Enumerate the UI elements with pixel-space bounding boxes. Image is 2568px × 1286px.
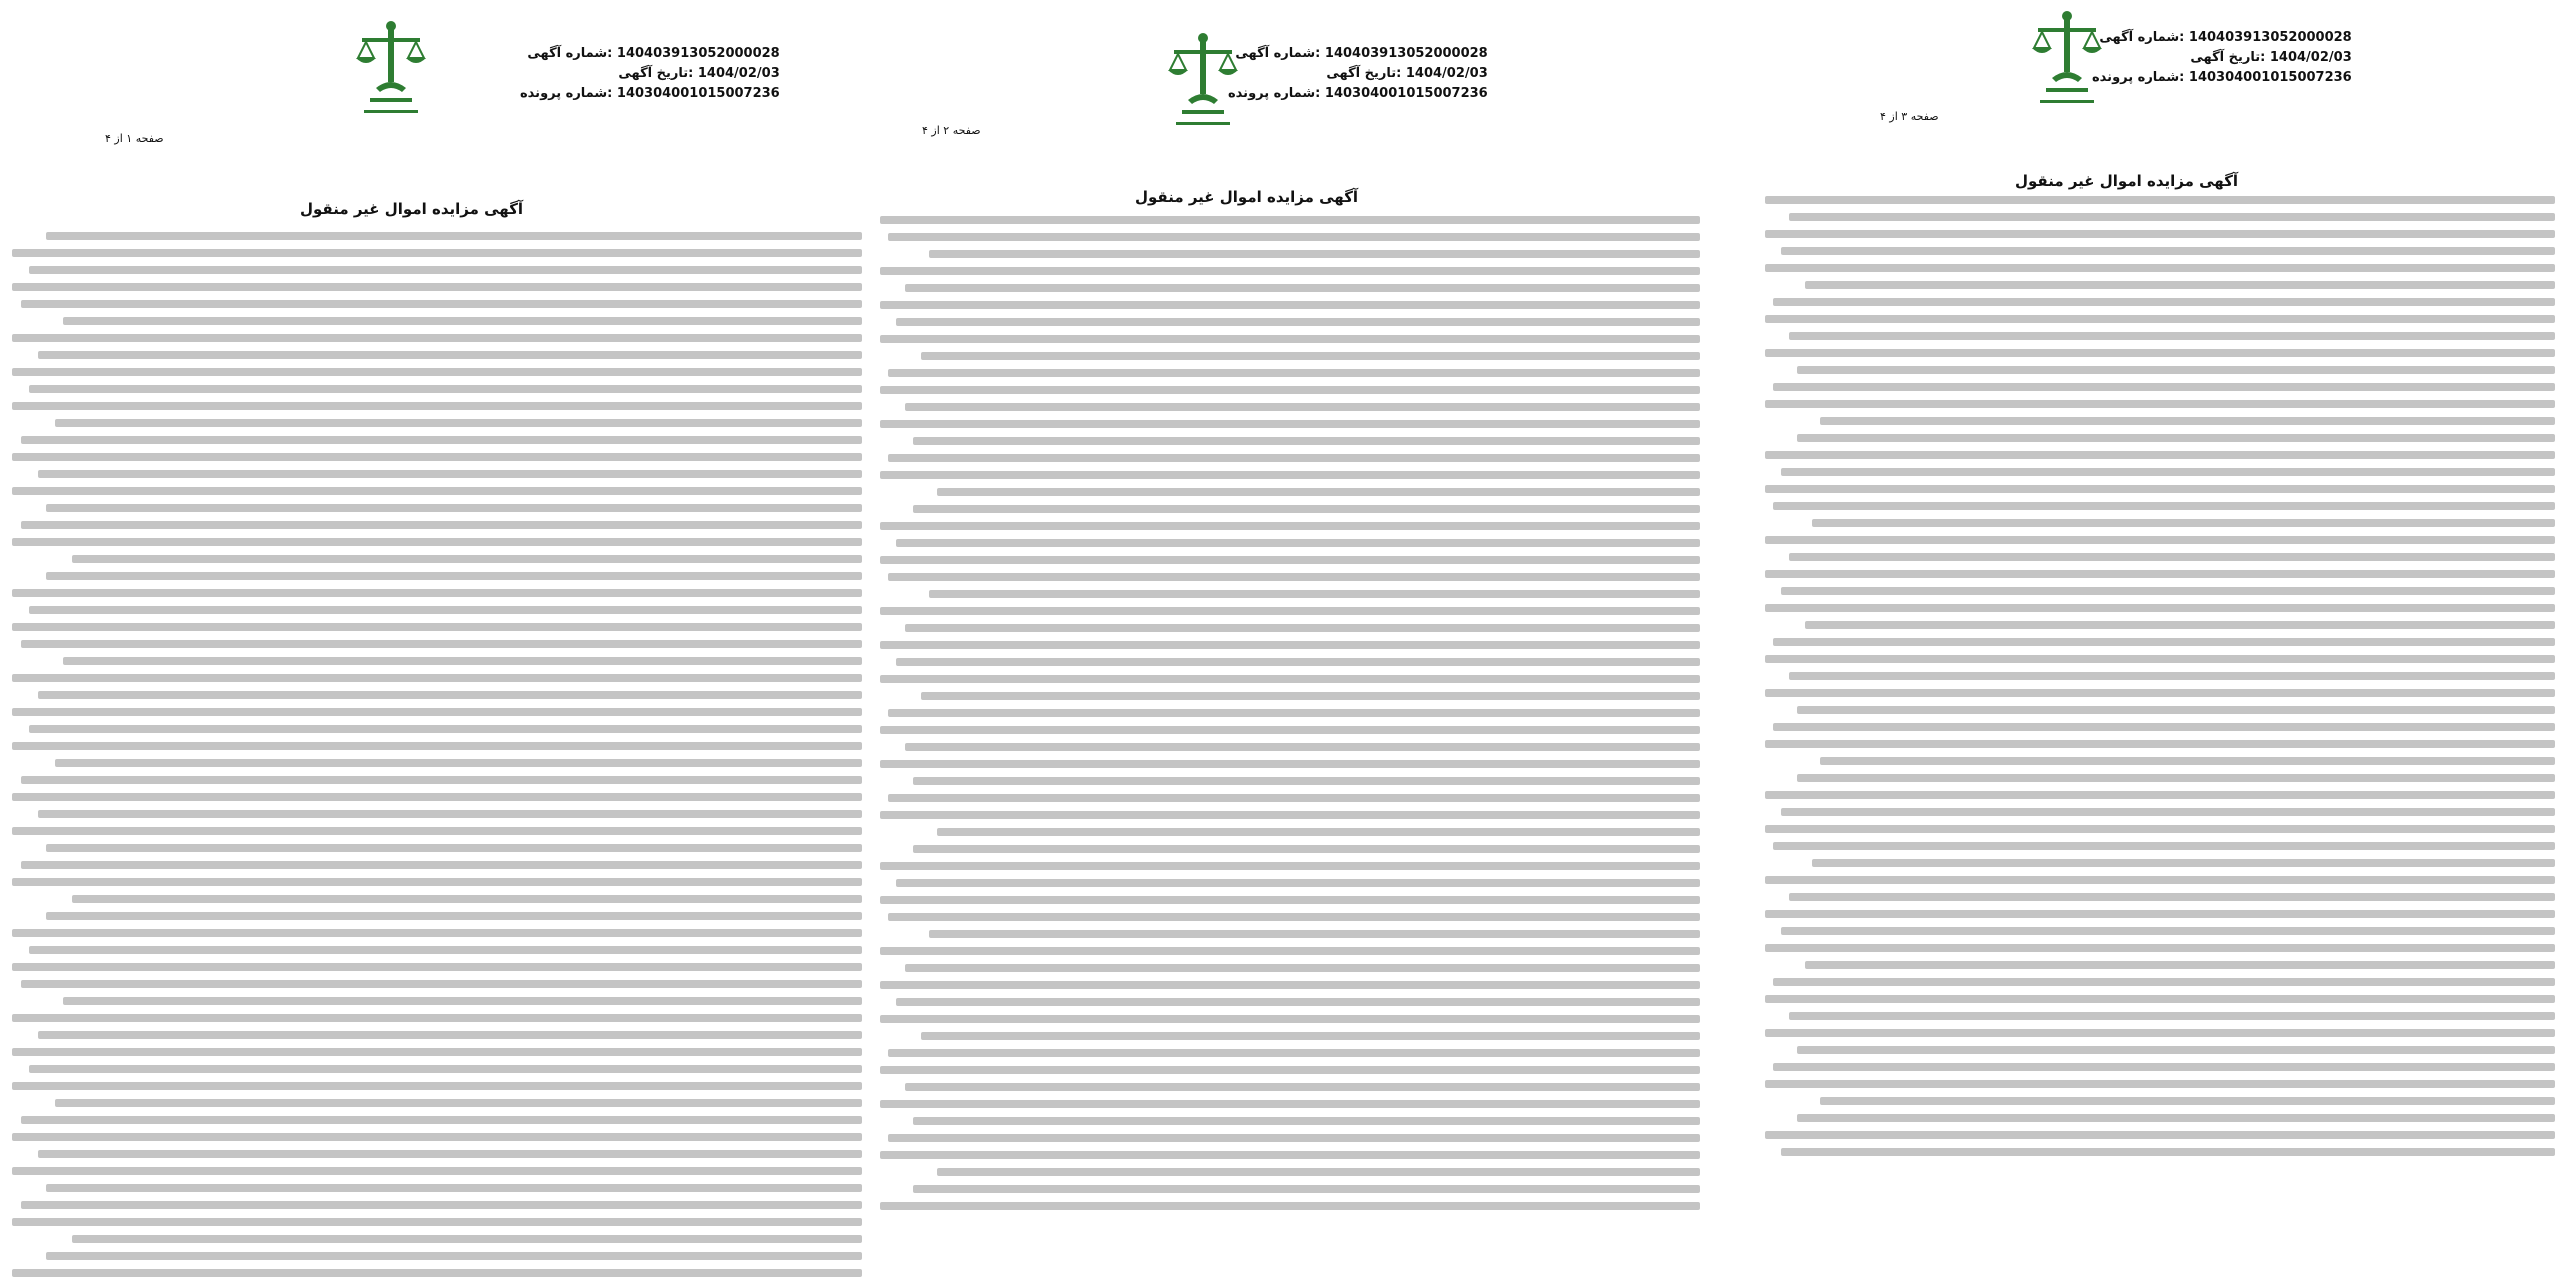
text-line-placeholder bbox=[1765, 196, 2555, 204]
text-line-placeholder bbox=[913, 437, 1700, 445]
page-label: صفحه ۱ از ۴ bbox=[105, 132, 164, 145]
text-line-placeholder bbox=[72, 1235, 863, 1243]
text-line-placeholder bbox=[880, 726, 1700, 734]
text-line-placeholder bbox=[880, 301, 1700, 309]
text-line-placeholder bbox=[880, 335, 1700, 343]
text-line-placeholder bbox=[880, 216, 1700, 224]
text-line-placeholder bbox=[1812, 519, 2555, 527]
text-line-placeholder bbox=[929, 930, 1700, 938]
text-line-placeholder bbox=[905, 403, 1700, 411]
notice-number: 140403913052000028 :شماره آگهی bbox=[2099, 30, 2352, 45]
text-line-placeholder bbox=[1797, 366, 2555, 374]
text-line-placeholder bbox=[1805, 281, 2556, 289]
notice-date: 1404/02/03 :تاریخ آگهی bbox=[618, 66, 780, 81]
text-line-placeholder bbox=[880, 896, 1700, 904]
notice-date: 1404/02/03 :تاریخ آگهی bbox=[2190, 50, 2352, 65]
text-line-placeholder bbox=[21, 1116, 863, 1124]
text-line-placeholder bbox=[1773, 978, 2555, 986]
text-line-placeholder bbox=[880, 556, 1700, 564]
text-line-placeholder bbox=[896, 658, 1700, 666]
text-line-placeholder bbox=[12, 1082, 862, 1090]
text-line-placeholder bbox=[46, 572, 862, 580]
text-line-placeholder bbox=[1789, 553, 2555, 561]
text-line-placeholder bbox=[1765, 655, 2555, 663]
text-line-placeholder bbox=[63, 317, 862, 325]
text-line-placeholder bbox=[12, 368, 862, 376]
page-label: صفحه ۲ از ۴ bbox=[922, 124, 981, 137]
text-line-placeholder bbox=[1797, 1114, 2555, 1122]
text-line-placeholder bbox=[1765, 689, 2555, 697]
text-line-placeholder bbox=[72, 555, 863, 563]
text-line-placeholder bbox=[880, 522, 1700, 530]
text-line-placeholder bbox=[1765, 910, 2555, 918]
text-line-placeholder bbox=[880, 1202, 1700, 1210]
text-line-placeholder bbox=[12, 827, 862, 835]
text-line-placeholder bbox=[12, 1269, 862, 1277]
text-line-placeholder bbox=[38, 1150, 863, 1158]
text-line-placeholder bbox=[880, 1066, 1700, 1074]
text-line-placeholder bbox=[1805, 621, 2556, 629]
text-line-placeholder bbox=[12, 623, 862, 631]
file-number: 140304001015007236 :شماره پرونده bbox=[1228, 86, 1488, 101]
text-line-placeholder bbox=[1765, 451, 2555, 459]
text-line-placeholder bbox=[12, 929, 862, 937]
text-line-placeholder bbox=[913, 777, 1700, 785]
text-line-placeholder bbox=[913, 1185, 1700, 1193]
text-line-placeholder bbox=[12, 283, 862, 291]
text-line-placeholder bbox=[937, 488, 1700, 496]
text-line-placeholder bbox=[21, 521, 863, 529]
text-line-placeholder bbox=[1797, 706, 2555, 714]
text-line-placeholder bbox=[880, 471, 1700, 479]
text-line-placeholder bbox=[1765, 1029, 2555, 1037]
text-line-placeholder bbox=[12, 878, 862, 886]
text-line-placeholder bbox=[12, 708, 862, 716]
text-line-placeholder bbox=[905, 964, 1700, 972]
text-line-placeholder bbox=[921, 352, 1700, 360]
text-line-placeholder bbox=[1765, 1080, 2555, 1088]
text-line-placeholder bbox=[1773, 723, 2555, 731]
text-line-placeholder bbox=[21, 300, 863, 308]
text-line-placeholder bbox=[1773, 298, 2555, 306]
text-line-placeholder bbox=[72, 895, 863, 903]
text-line-placeholder bbox=[888, 233, 1700, 241]
text-line-placeholder bbox=[880, 811, 1700, 819]
text-line-placeholder bbox=[1765, 791, 2555, 799]
text-line-placeholder bbox=[905, 284, 1700, 292]
text-line-placeholder bbox=[880, 1015, 1700, 1023]
text-line-placeholder bbox=[12, 674, 862, 682]
text-line-placeholder bbox=[1812, 859, 2555, 867]
text-line-placeholder bbox=[38, 351, 863, 359]
text-line-placeholder bbox=[1765, 264, 2555, 272]
text-line-placeholder bbox=[12, 963, 862, 971]
text-line-placeholder bbox=[1773, 502, 2555, 510]
text-line-placeholder bbox=[38, 810, 863, 818]
notice-meta bbox=[1228, 44, 1488, 104]
text-line-placeholder bbox=[888, 454, 1700, 462]
text-line-placeholder bbox=[46, 232, 862, 240]
text-line-placeholder bbox=[880, 760, 1700, 768]
text-line-placeholder bbox=[880, 675, 1700, 683]
file-number: 140304001015007236 :شماره پرونده bbox=[520, 86, 780, 101]
text-line-placeholder bbox=[38, 1031, 863, 1039]
text-line-placeholder bbox=[38, 691, 863, 699]
text-line-placeholder bbox=[888, 369, 1700, 377]
document-page-1 bbox=[0, 0, 870, 1204]
text-line-placeholder bbox=[12, 334, 862, 342]
text-line-placeholder bbox=[29, 1065, 862, 1073]
text-line-placeholder bbox=[880, 981, 1700, 989]
text-line-placeholder bbox=[21, 861, 863, 869]
text-line-placeholder bbox=[12, 1218, 862, 1226]
text-line-placeholder bbox=[880, 947, 1700, 955]
text-line-placeholder bbox=[1765, 1131, 2555, 1139]
text-line-placeholder bbox=[1820, 417, 2555, 425]
text-line-placeholder bbox=[913, 1117, 1700, 1125]
text-line-placeholder bbox=[55, 1099, 863, 1107]
text-line-placeholder bbox=[1765, 485, 2555, 493]
text-line-placeholder bbox=[12, 1133, 862, 1141]
text-line-placeholder bbox=[46, 912, 862, 920]
notice-date: 1404/02/03 :تاریخ آگهی bbox=[1326, 66, 1488, 81]
text-line-placeholder bbox=[1765, 230, 2555, 238]
text-line-placeholder bbox=[29, 606, 862, 614]
text-line-placeholder bbox=[12, 249, 862, 257]
text-line-placeholder bbox=[1773, 638, 2555, 646]
text-line-placeholder bbox=[55, 759, 863, 767]
text-line-placeholder bbox=[1765, 604, 2555, 612]
text-line-placeholder bbox=[1781, 1148, 2555, 1156]
text-line-placeholder bbox=[888, 709, 1700, 717]
document-page-3 bbox=[1720, 0, 2568, 1204]
text-line-placeholder bbox=[1797, 434, 2555, 442]
text-line-placeholder bbox=[55, 419, 863, 427]
notice-number: 140403913052000028 :شماره آگهی bbox=[1235, 46, 1488, 61]
text-line-placeholder bbox=[888, 1049, 1700, 1057]
text-line-placeholder bbox=[1789, 332, 2555, 340]
text-line-placeholder bbox=[937, 1168, 1700, 1176]
text-line-placeholder bbox=[1797, 774, 2555, 782]
text-line-placeholder bbox=[46, 1252, 862, 1260]
text-line-placeholder bbox=[12, 538, 862, 546]
text-line-placeholder bbox=[1781, 587, 2555, 595]
text-line-placeholder bbox=[888, 1134, 1700, 1142]
text-line-placeholder bbox=[880, 267, 1700, 275]
text-line-placeholder bbox=[21, 640, 863, 648]
text-line-placeholder bbox=[1765, 740, 2555, 748]
notice-number: 140403913052000028 :شماره آگهی bbox=[527, 46, 780, 61]
text-line-placeholder bbox=[896, 539, 1700, 547]
text-line-placeholder bbox=[880, 1151, 1700, 1159]
text-line-placeholder bbox=[888, 913, 1700, 921]
text-line-placeholder bbox=[1773, 383, 2555, 391]
text-line-placeholder bbox=[21, 980, 863, 988]
text-line-placeholder bbox=[21, 1201, 863, 1209]
text-line-placeholder bbox=[12, 1014, 862, 1022]
text-line-placeholder bbox=[12, 742, 862, 750]
text-line-placeholder bbox=[1765, 315, 2555, 323]
text-line-placeholder bbox=[913, 505, 1700, 513]
text-line-placeholder bbox=[1820, 757, 2555, 765]
text-line-placeholder bbox=[880, 862, 1700, 870]
text-line-placeholder bbox=[29, 385, 862, 393]
text-line-placeholder bbox=[921, 1032, 1700, 1040]
text-line-placeholder bbox=[1789, 893, 2555, 901]
text-line-placeholder bbox=[896, 998, 1700, 1006]
notice-body bbox=[12, 232, 862, 1286]
text-line-placeholder bbox=[1773, 842, 2555, 850]
text-line-placeholder bbox=[929, 250, 1700, 258]
text-line-placeholder bbox=[1765, 400, 2555, 408]
text-line-placeholder bbox=[913, 845, 1700, 853]
text-line-placeholder bbox=[29, 725, 862, 733]
text-line-placeholder bbox=[46, 1184, 862, 1192]
text-line-placeholder bbox=[1765, 536, 2555, 544]
text-line-placeholder bbox=[12, 453, 862, 461]
text-line-placeholder bbox=[12, 793, 862, 801]
notice-title: آگهی مزایده اموال غیر منقول bbox=[300, 200, 524, 218]
text-line-placeholder bbox=[12, 1048, 862, 1056]
text-line-placeholder bbox=[21, 436, 863, 444]
text-line-placeholder bbox=[1781, 808, 2555, 816]
text-line-placeholder bbox=[905, 1083, 1700, 1091]
text-line-placeholder bbox=[937, 828, 1700, 836]
text-line-placeholder bbox=[1765, 876, 2555, 884]
text-line-placeholder bbox=[888, 573, 1700, 581]
text-line-placeholder bbox=[1805, 961, 2556, 969]
text-line-placeholder bbox=[1789, 1012, 2555, 1020]
text-line-placeholder bbox=[880, 386, 1700, 394]
notice-meta bbox=[520, 44, 780, 104]
text-line-placeholder bbox=[29, 266, 862, 274]
text-line-placeholder bbox=[12, 487, 862, 495]
text-line-placeholder bbox=[12, 589, 862, 597]
text-line-placeholder bbox=[1781, 247, 2555, 255]
text-line-placeholder bbox=[1765, 995, 2555, 1003]
text-line-placeholder bbox=[1765, 944, 2555, 952]
text-line-placeholder bbox=[1765, 570, 2555, 578]
page-label: صفحه ۳ از ۴ bbox=[1880, 110, 1939, 123]
notice-title: آگهی مزایده اموال غیر منقول bbox=[1135, 188, 1359, 206]
document-page-2 bbox=[860, 0, 1720, 1204]
text-line-placeholder bbox=[880, 607, 1700, 615]
text-line-placeholder bbox=[880, 641, 1700, 649]
judiciary-emblem-icon bbox=[350, 18, 432, 128]
text-line-placeholder bbox=[888, 794, 1700, 802]
notice-meta bbox=[2092, 28, 2352, 88]
text-line-placeholder bbox=[1773, 1063, 2555, 1071]
text-line-placeholder bbox=[38, 470, 863, 478]
text-line-placeholder bbox=[1789, 213, 2555, 221]
text-line-placeholder bbox=[21, 776, 863, 784]
text-line-placeholder bbox=[1797, 1046, 2555, 1054]
text-line-placeholder bbox=[896, 318, 1700, 326]
text-line-placeholder bbox=[1781, 468, 2555, 476]
notice-title: آگهی مزایده اموال غیر منقول bbox=[2015, 172, 2239, 190]
file-number: 140304001015007236 :شماره پرونده bbox=[2092, 70, 2352, 85]
text-line-placeholder bbox=[896, 879, 1700, 887]
text-line-placeholder bbox=[46, 504, 862, 512]
text-line-placeholder bbox=[1820, 1097, 2555, 1105]
notice-body bbox=[1765, 196, 2555, 1165]
text-line-placeholder bbox=[921, 692, 1700, 700]
text-line-placeholder bbox=[905, 624, 1700, 632]
text-line-placeholder bbox=[1765, 825, 2555, 833]
text-line-placeholder bbox=[29, 946, 862, 954]
text-line-placeholder bbox=[12, 1167, 862, 1175]
text-line-placeholder bbox=[880, 1100, 1700, 1108]
text-line-placeholder bbox=[880, 420, 1700, 428]
text-line-placeholder bbox=[929, 590, 1700, 598]
text-line-placeholder bbox=[1765, 349, 2555, 357]
text-line-placeholder bbox=[1789, 672, 2555, 680]
notice-body bbox=[880, 216, 1700, 1219]
text-line-placeholder bbox=[1781, 927, 2555, 935]
text-line-placeholder bbox=[63, 657, 862, 665]
text-line-placeholder bbox=[46, 844, 862, 852]
text-line-placeholder bbox=[905, 743, 1700, 751]
text-line-placeholder bbox=[63, 997, 862, 1005]
text-line-placeholder bbox=[12, 402, 862, 410]
